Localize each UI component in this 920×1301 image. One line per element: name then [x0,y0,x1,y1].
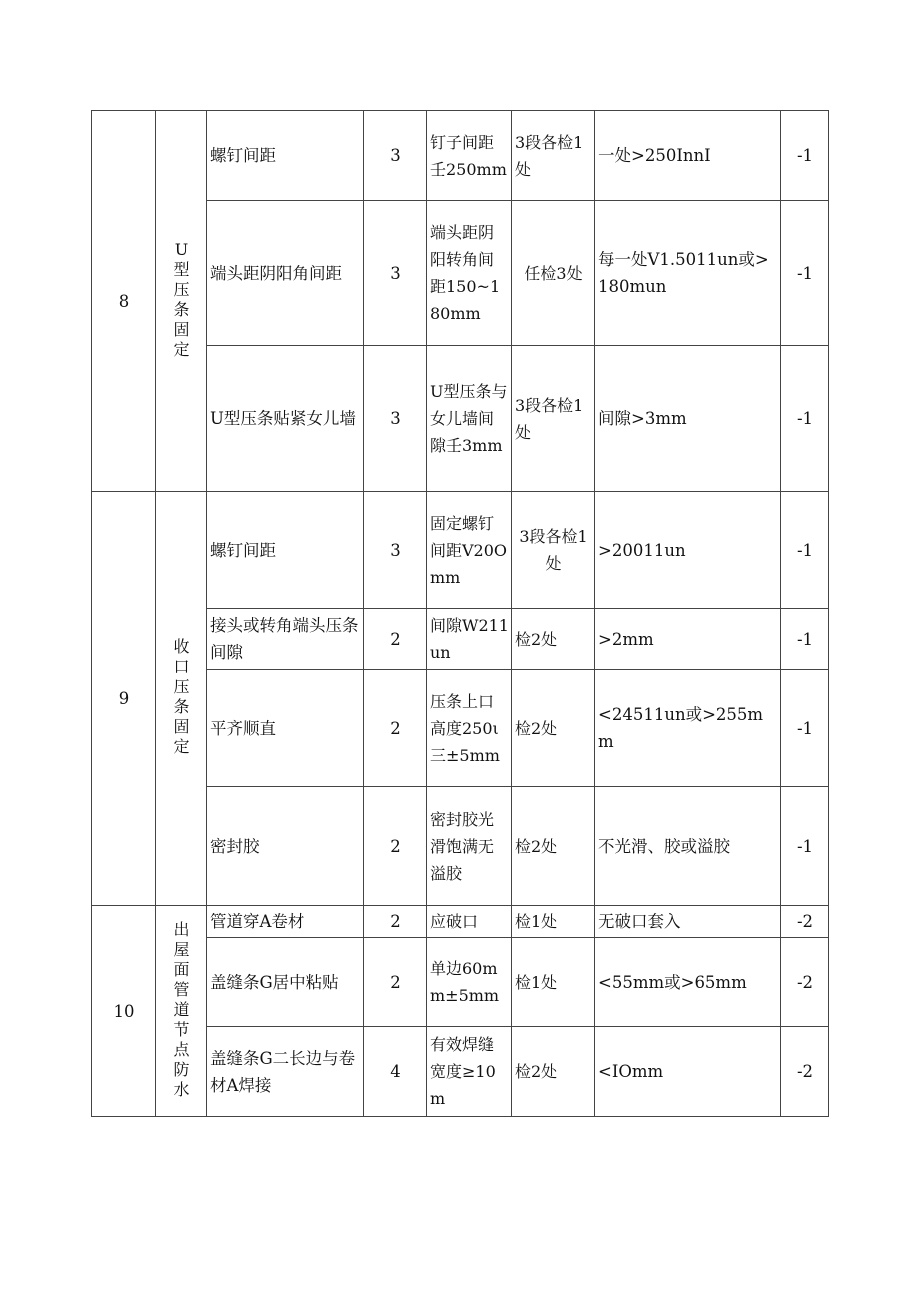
item-cell: 盖缝条G居中粘贴 [207,938,364,1027]
item-cell: 密封胶 [207,787,364,906]
deviation-cell: <24511un或>255mm [595,670,781,787]
deduct-cell: -1 [781,111,829,201]
method-cell: 检2处 [512,1027,595,1117]
standard-cell: 固定螺钉间距V20Omm [427,492,512,609]
score-cell: 3 [364,346,427,492]
deduct-cell: -2 [781,1027,829,1117]
item-cell: 接头或转角端头压条间隙 [207,609,364,670]
standard-cell: 压条上口高度250ι三±5mm [427,670,512,787]
standard-cell: 端头距阴阳转角间距150~180mm [427,201,512,346]
method-cell: 检2处 [512,787,595,906]
deduct-cell: -2 [781,938,829,1027]
group-name-cell [156,492,207,906]
group-name: 出屋面管道节点防水 [173,919,190,1099]
standard-cell: 钉子间距壬250mm [427,111,512,201]
standard-cell: 单边60mm±5mm [427,938,512,1027]
item-cell: 端头距阴阳角间距 [207,201,364,346]
score-cell: 2 [364,787,427,906]
method-cell: 3段各检1处 [512,492,595,609]
item-cell: 螺钉间距 [207,492,364,609]
group-number: 9 [92,492,156,906]
group-name: 收口压条固定 [173,637,190,756]
score-cell: 4 [364,1027,427,1117]
deduct-cell: -1 [781,670,829,787]
group-number: 8 [92,111,156,492]
deduct-cell: -1 [781,201,829,346]
method-cell: 检1处 [512,938,595,1027]
score-cell: 2 [364,670,427,787]
deduct-cell: -2 [781,906,829,938]
table-row [92,492,829,609]
deviation-cell: <IOmm [595,1027,781,1117]
item-cell: 平齐顺直 [207,670,364,787]
item-cell: 管道穿A卷材 [207,906,364,938]
item-cell: U型压条贴紧女儿墙 [207,346,364,492]
deviation-cell: 不光滑、胶或溢胶 [595,787,781,906]
table-row [92,906,829,938]
deviation-cell: <55mm或>65mm [595,938,781,1027]
standard-cell: 有效焊缝宽度≥10m [427,1027,512,1117]
method-cell: 3段各检1处 [512,111,595,201]
deviation-cell: 间隙>3mm [595,346,781,492]
deviation-cell: 无破口套入 [595,906,781,938]
standard-cell: 应破口 [427,906,512,938]
item-cell: 盖缝条G二长边与卷材A焊接 [207,1027,364,1117]
standard-cell: U型压条与女儿墙间隙壬3mm [427,346,512,492]
score-cell: 3 [364,201,427,346]
group-name-cell [156,906,207,1117]
deduct-cell: -1 [781,609,829,670]
score-cell: 2 [364,938,427,1027]
item-cell: 螺钉间距 [207,111,364,201]
score-cell: 2 [364,609,427,670]
method-cell: 任检3处 [512,201,595,346]
score-cell: 3 [364,492,427,609]
deduct-cell: -1 [781,787,829,906]
score-cell: 3 [364,111,427,201]
score-cell: 2 [364,906,427,938]
group-name-cell [156,111,207,492]
deduct-cell: -1 [781,492,829,609]
method-cell: 检2处 [512,609,595,670]
method-cell: 检1处 [512,906,595,938]
method-cell: 3段各检1处 [512,346,595,492]
inspection-table [91,110,829,1117]
standard-cell: 间隙W211un [427,609,512,670]
group-number: 10 [92,906,156,1117]
deviation-cell: 每一处V1.5011un或>180mun [595,201,781,346]
method-cell: 检2处 [512,670,595,787]
table-row [92,111,829,201]
deviation-cell: >2mm [595,609,781,670]
deduct-cell: -1 [781,346,829,492]
deviation-cell: >20011un [595,492,781,609]
group-name: U型压条固定 [173,239,190,359]
standard-cell: 密封胶光滑饱满无溢胶 [427,787,512,906]
deviation-cell: 一处>250InnI [595,111,781,201]
